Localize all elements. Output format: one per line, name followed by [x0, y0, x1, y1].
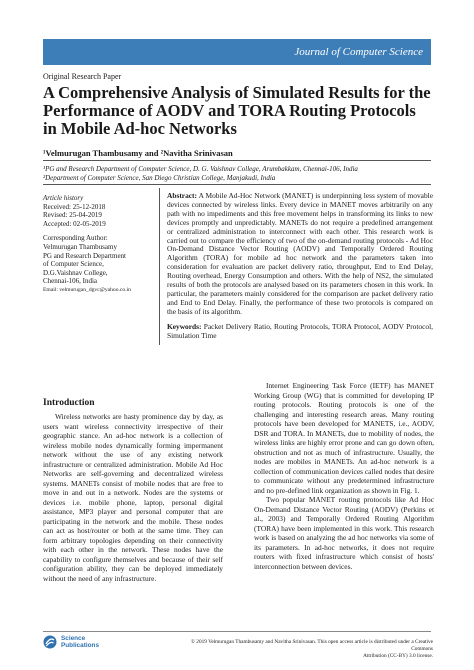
- publisher-name-line: Science: [61, 635, 86, 642]
- corresponding-email[interactable]: Email: velmurugan_dgvc@yahoo.co.in: [43, 286, 131, 293]
- introduction-heading: Introduction: [43, 398, 95, 408]
- publisher-name-line: Publications: [61, 642, 99, 649]
- corresponding-line: of Computer Science,: [43, 260, 104, 269]
- abstract-label: Abstract:: [167, 191, 197, 200]
- copyright-notice: [178, 639, 433, 660]
- body-paragraph: Wireless networks are hasty prominence day by day, as users want wireless connectivity irrespective of their geographic stance. An ad-hoc network is a collection of wireless mobile nodes dynamically forming impermanent network without the use of any existing network infrastructure or centralized administration. Mobile Ad Hoc Networks are self-governing and decentralized wireless systems. MANETs consist of mobile nodes that are free to move in and out in a network. Nodes are the systems or devices i.e. mobile phone, laptop, personal digital assistance, MP3 player and personal computer that are participating in the network and the mobile. These nodes can act as host/router or both at the same time. They can form arbitrary topologies depending on their connectivity with each other in the network. These nodes have the capability to configure themselves and because of their self configuration ability, they can be deployed immediately without the need of any infrastructure.: [43, 412, 223, 583]
- article-sidebar: [43, 194, 155, 295]
- abstract-box: [159, 188, 437, 345]
- affiliation-2: ²Department of Computer Science, San Diego Christian College, Manjakudi, India: [43, 174, 276, 182]
- affiliation-1: ¹PG and Research Department of Computer Science, D. G. Vaishnav College, Arumbakkam, Chennai-106, India: [43, 165, 358, 173]
- received-date: Received: 25-12-2018: [43, 202, 106, 211]
- license-line: Attribution (CC-BY) 3.0 license.: [363, 653, 433, 659]
- divider: [43, 160, 431, 161]
- journal-name: Journal of Computer Science: [294, 46, 423, 58]
- science-publications-icon: [43, 635, 57, 649]
- revised-date: Revised: 25-04-2019: [43, 211, 102, 220]
- publisher-logo: [43, 635, 99, 649]
- corresponding-label: Corresponding Author:: [43, 234, 108, 243]
- corresponding-line: PG and Research Department: [43, 251, 126, 260]
- keywords-label: Keywords:: [167, 321, 202, 331]
- journal-banner: [43, 39, 431, 65]
- accepted-date: Accepted: 02-05-2019: [43, 219, 106, 228]
- copyright-line: © 2019 Velmurugan Thambusamy and Navitha Srinivasan. This open access article is distributed under a Creative Commons: [190, 639, 433, 652]
- body-paragraph: Two popular MANET routing protocols like Ad Hoc On-Demand Distance Vector Routing (AODV) (Perkins et al., 2003) and Temporally Ordered Routing Algorithm (TORA) have been implemented in this work. This research work is based on analyzing the ad hoc networks via some of its parameters. In ad-hoc networks, it does not require routers with fixed infrastructure which consist of hosts' interconnection between devices.: [254, 495, 434, 571]
- history-label: Article history: [43, 194, 84, 202]
- paper-title: A Comprehensive Analysis of Simulated Results for the Performance of AODV and TORA Routing Protocols in Mobile Ad-hoc Networks: [43, 83, 431, 138]
- corresponding-line: Velmurugan Thambusamy: [43, 242, 117, 251]
- corresponding-line: D.G.Vaishnav College,: [43, 268, 108, 277]
- keywords-text: Packet Delivery Ratio, Routing Protocols, TORA Protocol, AODV Protocol, Simulation Time: [167, 321, 433, 340]
- corresponding-line: Chennai-106, India: [43, 277, 98, 286]
- footer-divider: [43, 631, 431, 632]
- abstract-text: A Mobile Ad-Hoc Network (MANET) is underpinning less system of movable devices connected by wireless links. Every device in MANET moves arbitrarily on any path with no impediments and this free movement helps in transforming its links to new devices promptly and unpredictably. MANETs do not require a predefined arrangement or centralized administration to interconnect with each other. This research work is carried out to compare the efficiency of two of the on-demand routing protocols - Ad Hoc On-Demand Distance Vector Routing (AODV) and Temporally Ordered Routing Algorithm (TORA) for mobile ad hoc network and the parameters taken into consideration for evaluation are packet delivery ratio, throughput, End to End Delay, Routing overhead, Energy Consumption and others. With the help of NS2, the simulated results of both the protocols are analysed based on its parameters chosen in this work. In particular, the parameters mainly considered for the comparison are packet delivery ratio and End to End Delay. Finally, the performance of these two protocols is compared on the basis of its algorithm.: [167, 191, 433, 316]
- article-type-label: Original Research Paper: [43, 72, 122, 81]
- body-column-right: [254, 381, 434, 571]
- author-list: ¹Velmurugan Thambusamy and ²Navitha Srinivasan: [43, 148, 233, 158]
- body-column-left: [43, 412, 223, 583]
- body-paragraph: Internet Engineering Task Force (IETF) has MANET Working Group (WG) that is committed for developing IP routing protocols. Routing protocols is one of the challenging and interesting research areas. Many routing protocols have been developed for MANETS, i.e., AODV, DSR and TORA. In MANETs, due to mobility of nodes, the wireless links are highly error prone and can go down often, obstruction and not as much of infrastructure. Usually, the nodes are mobiles in MANETs. An ad-hoc network is a collection of communication devices called nodes that desire to communicate without any predetermined infrastructure and no pre-defined link organization as shown in Fig. 1.: [254, 381, 434, 495]
- divider: [43, 184, 431, 185]
